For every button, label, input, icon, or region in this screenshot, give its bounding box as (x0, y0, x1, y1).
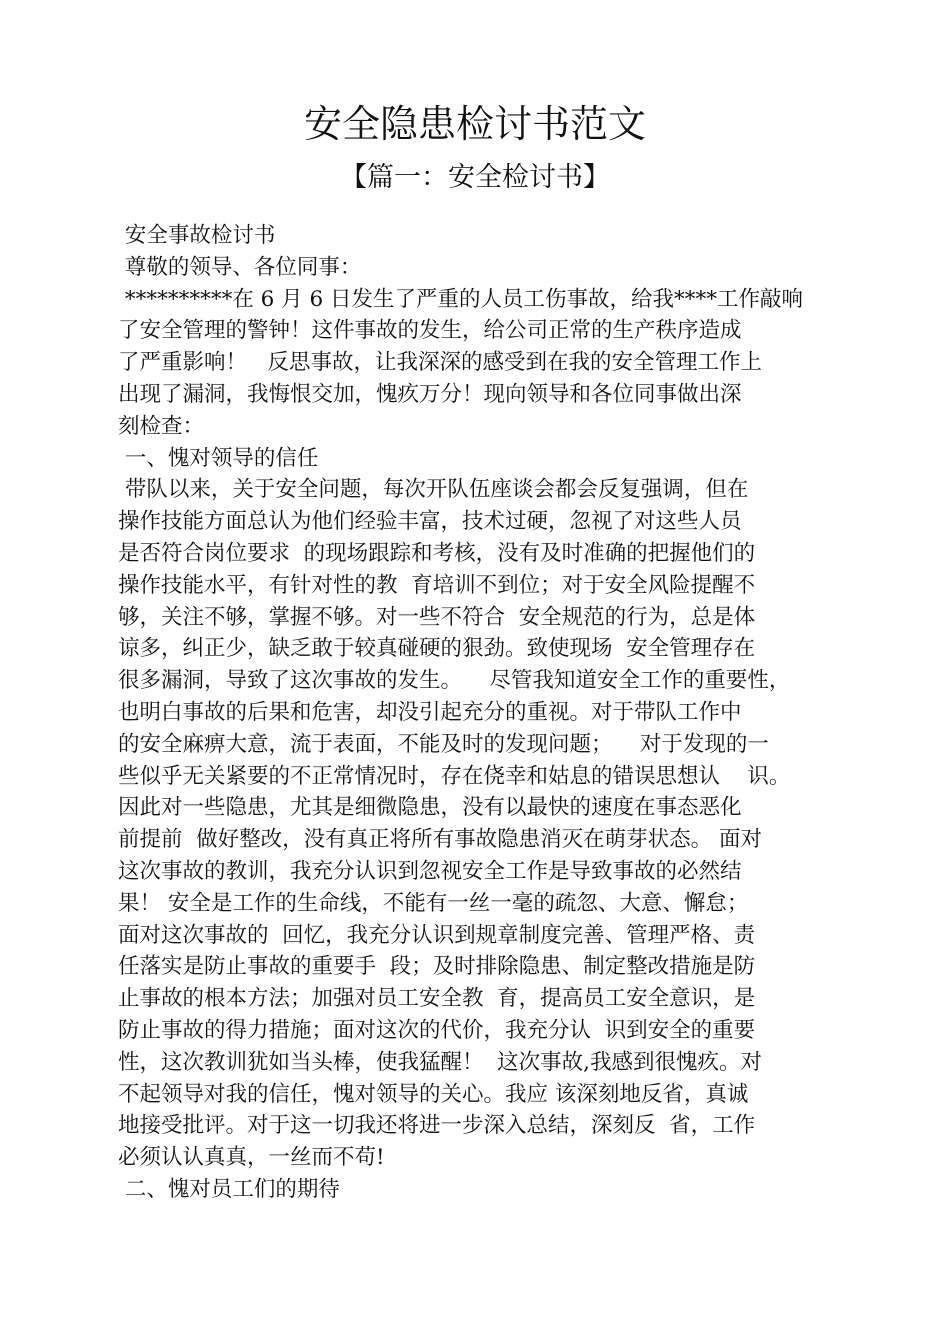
section-heading: 一、愧对领导的信任 (118, 445, 319, 471)
body-line: 地接受批评。对于这一切我还将进一步深入总结，深刻反 省，工作 (118, 1113, 756, 1139)
body-line: 性，这次教训犹如当头棒，使我猛醒！ 这次事故,我感到很愧疚。对 (118, 1049, 763, 1075)
body-line: 操作技能方面总认为他们经验丰富，技术过硬，忽视了对这些人员 (118, 509, 742, 535)
body-line: 够，关注不够，掌握不够。对一些不符合 安全规范的行为，总是体 (118, 604, 756, 630)
body-line: 防止事故的得力措施；面对这次的代价，我充分认 识到安全的重要 (118, 1017, 756, 1043)
document-body (118, 220, 858, 1206)
body-line: 了严重影响！ 反思事故，让我深深的感受到在我的安全管理工作上 (118, 350, 763, 376)
body-line: 也明白事故的后果和危害，却没引起充分的重视。对于带队工作中 (118, 699, 742, 725)
section-heading: 二、愧对员工们的期待 (118, 1176, 340, 1202)
body-line: 尊敬的领导、各位同事： (118, 254, 362, 280)
body-line: 不起领导对我的信任，愧对领导的关心。我应 该深刻地反省，真诚 (118, 1081, 749, 1107)
body-line: **********在 6 月 6 日发生了严重的人员工伤事故，给我****工作敲响 (118, 286, 804, 312)
body-line: 面对这次事故的 回忆，我充分认识到规章制度完善、管理严格、责 (118, 922, 756, 948)
body-line: 谅多，纠正少，缺乏敢于较真碰硬的狠劲。致使现场 安全管理存在 (118, 636, 756, 662)
body-line: 止事故的根本方法；加强对员工安全教 育，提高员工安全意识，是 (118, 986, 756, 1012)
body-line: 果！ 安全是工作的生命线，不能有一丝一毫的疏忽、大意、懈怠； (118, 890, 749, 916)
body-line: 前提前 做好整改，没有真正将所有事故隐患消灭在萌芽状态。 面对 (118, 827, 763, 853)
body-line: 安全事故检讨书 (118, 223, 276, 248)
body-line: 出现了漏洞，我悔恨交加，愧疚万分！现向领导和各位同事做出深 (118, 381, 742, 407)
body-line: 任落实是防止事故的重要手 段；及时排除隐患、制定整改措施是防 (118, 954, 756, 980)
body-line: 刻检查： (118, 413, 205, 439)
document-subtitle: 【篇一：安全检讨书】 (340, 162, 610, 193)
document-title: 安全隐患检讨书范文 (303, 102, 646, 146)
body-line: 必须认认真真，一丝而不苟! (118, 1145, 385, 1171)
body-line: 是否符合岗位要求 的现场跟踪和考核，没有及时准确的把握他们的 (118, 540, 756, 566)
body-line: 这次事故的教训，我充分认识到忽视安全工作是导致事故的必然结 (118, 858, 742, 884)
body-line: 很多漏洞，导致了这次事故的发生。 尽管我知道安全工作的重要性， (118, 668, 791, 694)
body-line: 操作技能水平，有针对性的教 育培训不到位；对于安全风险提醒不 (118, 572, 756, 598)
body-line: 些似乎无关紧要的不正常情况时，存在侥幸和姑息的错误思想认 识。 (118, 763, 791, 789)
body-line: 了安全管理的警钟！这件事故的发生，给公司正常的生产秩序造成 (118, 318, 742, 344)
body-line: 带队以来，关于安全问题，每次开队伍座谈会都会反复强调，但在 (118, 477, 749, 503)
body-line: 的安全麻痹大意，流于表面，不能及时的发现问题； 对于发现的一 (118, 731, 769, 757)
body-line: 因此对一些隐患，尤其是细微隐患，没有以最快的速度在事态恶化 (118, 795, 742, 821)
